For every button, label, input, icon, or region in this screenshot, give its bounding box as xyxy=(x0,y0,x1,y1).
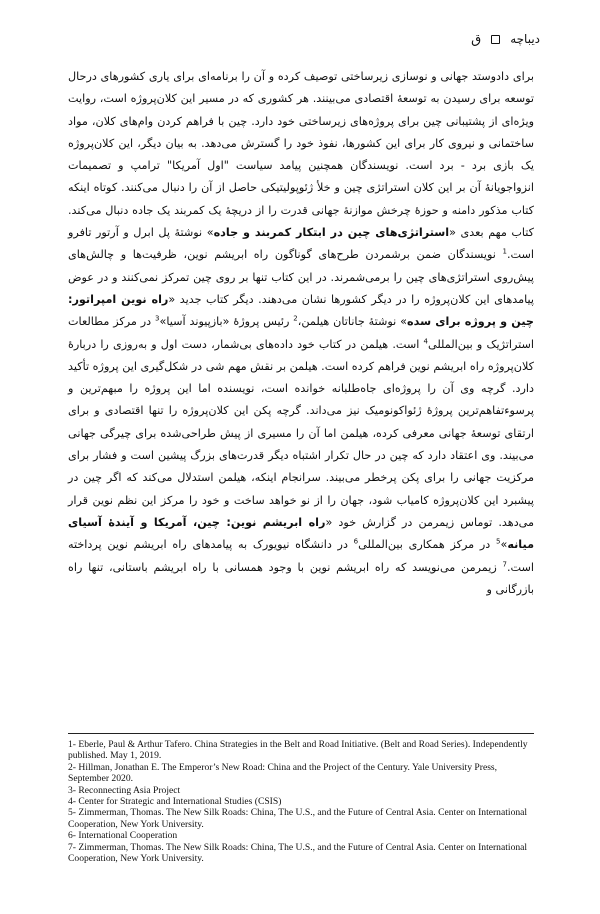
footnote-item: 7- Zimmerman, Thomas. The New Silk Roads: China, The U.S., and the Future of Central Asia. Center on International Cooperation, New York University. xyxy=(68,841,528,865)
footnote-ref: 7 xyxy=(502,559,507,568)
body-text-run: است. هیلمن در کتاب خود داده‌های بی‌شمار، دست اول و به‌روزی را دربارهٔ کلان‌پروژه راه ابریشم نوین فراهم کرده است. هیلمن بر نقش مهم شی در شکل‌گیری این پروژه تأکید دارد. گرچه وی آن را پروژه‌ای جاه‌طلبانه خوانده است، نویسنده اما این پروژه را مبهم‌ترین و پرسوءتفاهم‌ترین پروژهٔ ژئواکونومیک نیز می‌داند. گرچه پکن این کلان‌پروژه را تنها اقتصادی و برای ارتقای توسعهٔ جهانی معرفی کرده، هیلمن اما آن را مسیری از پیش طراحی‌شده برای چیرگی جهانی می‌بیند. وی اعتقاد دارد که چین در حال تکرار اشتباه دیگر قدرت‌های بزرگ پیشین است و فشار برای مرکزیت جهانی را برای پکن پرخطر می‌بیند. سرانجام اینکه، هیلمن استدلال می‌کند که اگر چین در پیشبرد این کلان‌پروژه کامیاب شود، جهان را از نو خواهد ساخت و خود را مرکز این نظم نوین قرار می‌دهد. توماس زیمرمن در گزارش خود « xyxy=(68,337,535,529)
body-text-run: برای دادوستد جهانی و نوسازی زیرساختی توصیف کرده و آن را برنامه‌ای برای یاری کشورهای درحال توسعه برای رسیدن به توسعهٔ اقتصادی می‌بینند. هر کشوری که در مسیر این کلان‌پروژه است، روایت ویژه‌ای از پشتیبانی چین برای پروژه‌های زیرساختی خود دارد. چین با فراهم کردن وام‌های کلان، مواد ساختمانی و نیروی کار برای این کشورها، نفوذ خود را گسترش می‌دهد. به بیان دیگر، این کلان‌پروژه یک بازی برد - برد است. نویسندگان همچنین پیامد سیاست "اول آمریکا" ترامپ و تصمیمات انزواجویانهٔ آن بر این کلان استراتژی چین و خلأ ژئوپولیتیکی حاصل از آن را دنبال می‌کنند. کوتاه اینکه کتاب مذکور دامنه و حوزهٔ چرخش موازنهٔ جهانی قدرت را از دریچهٔ یک کمربند یک جاده دنبال می‌کند. کتاب مهم بعدی « xyxy=(68,70,534,240)
body-paragraph xyxy=(68,66,534,601)
footnote-ref: 1 xyxy=(502,247,507,256)
book-title-bold: راه نوین امپراتور: چین و پروژه برای سده xyxy=(68,292,534,329)
body-text-run: » نوشتهٔ جاناتان هیلمن، xyxy=(297,315,407,329)
footnote-item: 3- Reconnecting Asia Project xyxy=(68,784,181,796)
body-text-run: در دانشگاه نیویورک به پیامدهای راه ابریشم نوین پرداخته است. xyxy=(68,538,534,574)
footnote-item: 5- Zimmerman, Thomas. The New Silk Roads: China, The U.S., and the Future of Central Asia. Center on International Cooperation, New York University. xyxy=(68,807,528,830)
book-title-bold: راه ابریشم نوین: چین، آمریکا و آیندهٔ آسیای میانه xyxy=(68,515,534,552)
page-number: ق xyxy=(471,31,482,47)
footnote-ref: 4 xyxy=(423,336,429,345)
footnote-item: 2- Hillman, Jonathan E. The Emperor’s New Road: China and the Project of the Century. Yale University Press, September 2020. xyxy=(68,761,498,785)
body-text-run: در مرکز مطالعات استراتژیک و بین‌المللی xyxy=(68,315,535,351)
body-text-run: در مرکز همکاری بین‌المللی xyxy=(358,538,496,552)
book-title-bold: استراتژی‌های چین در ابتکار کمربند و جاده xyxy=(213,226,450,240)
body-text-run: رئیس پروژهٔ «بازپیوند آسیا» xyxy=(159,315,294,329)
footnote-ref: 2 xyxy=(293,314,298,323)
footnote-ref: 5 xyxy=(495,537,501,546)
body-text-run: زیمرمن می‌نویسد که راه ابریشم نوین با وجود همسانی با راه ابریشم باستانی، تنها راه بازرگانی و xyxy=(68,560,534,596)
footnote-item: 4- Center for Strategic and International Studies (CSIS) xyxy=(68,796,282,808)
body-text-run: » نوشتهٔ پل ابرل و آرتور تافرو است. xyxy=(68,226,534,262)
body-text-run: » xyxy=(500,538,508,552)
footnote-item: 1- Eberle, Paul & Arthur Tafero. China Strategies in the Belt and Road Initiative. (Belt and Road Series). Independently published. May 1, 2019. xyxy=(68,739,528,762)
footnote-ref: 6 xyxy=(353,537,359,546)
header-section-title: دیباچه xyxy=(510,32,540,46)
footnote-item: 6- International Cooperation xyxy=(68,830,178,842)
footnote-ref: 3 xyxy=(155,314,160,323)
footnote-divider xyxy=(68,733,534,734)
running-header xyxy=(60,28,540,50)
body-text-run: نویسندگان ضمن برشمردن طرح‌های گوناگون راه ابریشم نوین، ظرفیت‌ها و چالش‌های پیش‌روی استراتژی‌های چین را برمی‌شمرند. در این کتاب تنها بر روی چین تمرکز نمی‌کنند و در عوض پیامدهای این کلان‌پروژه را در دیگر کشورها نشان می‌دهند. دیگر کتاب جدید « xyxy=(68,248,535,306)
square-bullet-icon xyxy=(491,35,500,44)
footnotes xyxy=(68,739,534,864)
